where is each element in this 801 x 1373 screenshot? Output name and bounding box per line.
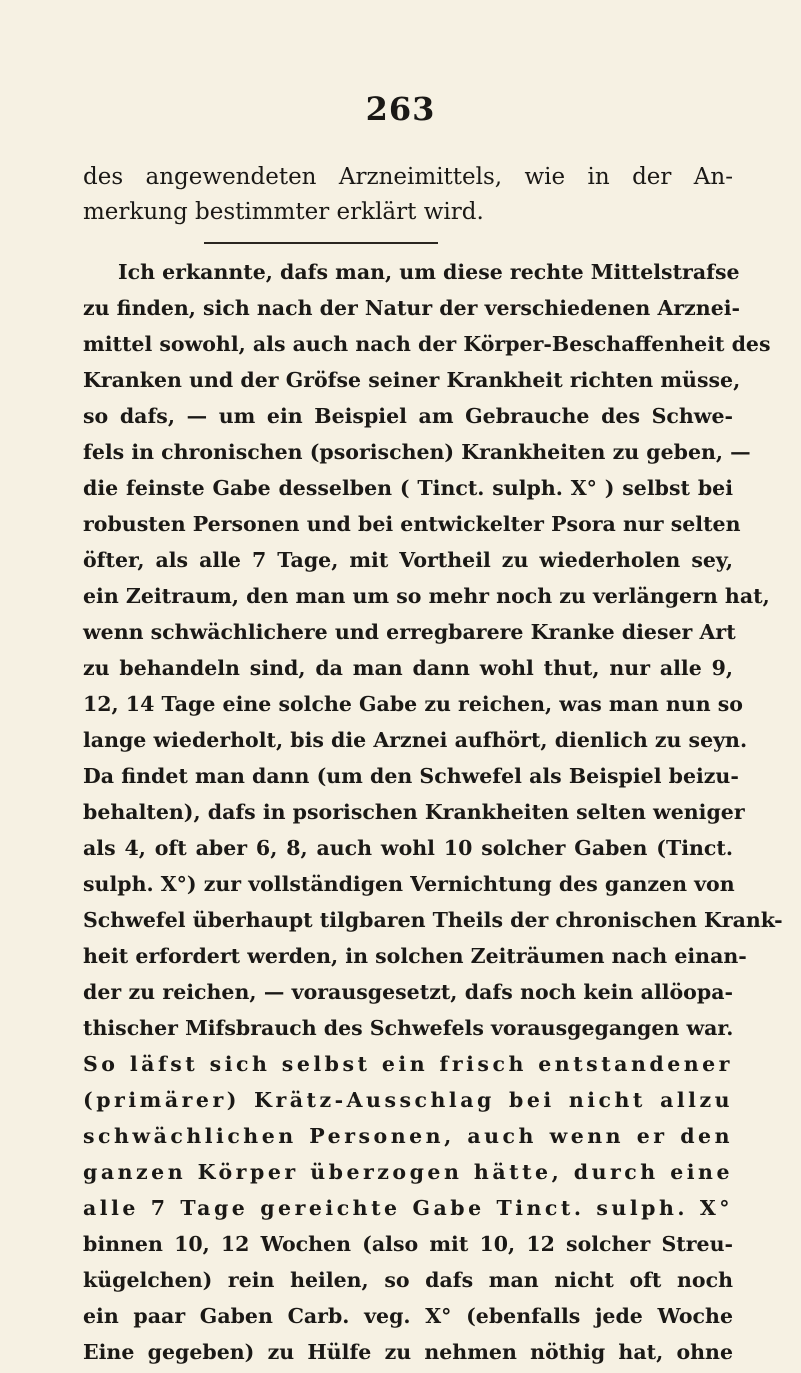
text-line: zu finden, sich nach der Natur der verschiedenen Arznei- bbox=[83, 296, 741, 320]
text-line: fels in chronischen (psorischen) Krankheiten zu geben, — bbox=[83, 440, 751, 464]
text-line: wenn schwächlichere und erregbarere Kranke dieser Art bbox=[83, 620, 736, 644]
text-line-spaced: ganzen Körper überzogen hätte, durch eine bbox=[83, 1160, 733, 1184]
text-line-spaced: So läfst sich selbst ein frisch entstandener bbox=[83, 1052, 733, 1076]
text-line: ein paar Gaben Carb. veg. X° (ebenfalls jede Woche bbox=[83, 1304, 733, 1328]
main-paragraph bbox=[83, 254, 783, 1370]
text-line: zu behandeln sind, da man dann wohl thut, nur alle 9, bbox=[83, 656, 733, 680]
text-line: robusten Personen und bei entwickelter Psora nur selten bbox=[83, 512, 741, 536]
text-line: die feinste Gabe desselben ( Tinct. sulph. X° ) selbst bei bbox=[83, 476, 733, 500]
text-line: merkung bestimmter erklärt wird. bbox=[83, 199, 484, 225]
text-line: des angewendeten Arzneimittels, wie in der An- bbox=[83, 164, 733, 190]
text-line: öfter, als alle 7 Tage, mit Vortheil zu wiederholen sey, bbox=[83, 548, 733, 572]
text-line: ein Zeitraum, den man um so mehr noch zu verlängern hat, bbox=[83, 584, 770, 608]
text-line: als 4, oft aber 6, 8, auch wohl 10 solcher Gaben (Tinct. bbox=[83, 836, 733, 860]
text-line: kügelchen) rein heilen, so dafs man nicht oft noch bbox=[83, 1268, 733, 1292]
text-line-spaced: (primärer) Krätz-Ausschlag bei nicht allzu bbox=[83, 1088, 733, 1112]
text-line: der zu reichen, — vorausgesetzt, dafs noch kein allöopa- bbox=[83, 980, 733, 1004]
text-line: thischer Mifsbrauch des Schwefels vorausgegangen war. bbox=[83, 1016, 734, 1040]
section-divider bbox=[204, 242, 438, 244]
text-line: mittel sowohl, als auch nach der Körper-Beschaffenheit des bbox=[83, 332, 771, 356]
text-line: binnen 10, 12 Wochen (also mit 10, 12 solcher Streu- bbox=[83, 1232, 733, 1256]
text-line: Kranken und der Gröfse seiner Krankheit richten müsse, bbox=[83, 368, 741, 392]
text-line: Eine gegeben) zu Hülfe zu nehmen nöthig hat, ohne bbox=[83, 1340, 733, 1364]
text-line-spaced: schwächlichen Personen, auch wenn er den bbox=[83, 1124, 733, 1148]
intro-paragraph bbox=[83, 160, 733, 230]
text-line: behalten), dafs in psorischen Krankheiten selten weniger bbox=[83, 800, 745, 824]
text-line: so dafs, — um ein Beispiel am Gebrauche des Schwe- bbox=[83, 404, 733, 428]
text-line: sulph. X°) zur vollständigen Vernichtung des ganzen von bbox=[83, 872, 735, 896]
text-line: 12, 14 Tage eine solche Gabe zu reichen, was man nun so bbox=[83, 692, 743, 716]
text-line: heit erfordert werden, in solchen Zeiträumen nach einan- bbox=[83, 944, 747, 968]
text-line: Schwefel überhaupt tilgbaren Theils der chronischen Krank- bbox=[83, 908, 783, 932]
text-line: Da findet man dann (um den Schwefel als Beispiel beizu- bbox=[83, 764, 739, 788]
text-line: lange wiederholt, bis die Arznei aufhört, dienlich zu seyn. bbox=[83, 728, 748, 752]
page-number: 263 bbox=[365, 90, 436, 128]
text-line: Ich erkannte, dafs man, um diese rechte Mittelstrafse bbox=[118, 260, 740, 284]
text-line-spaced: alle 7 Tage gereichte Gabe Tinct. sulph. X° bbox=[83, 1196, 733, 1220]
